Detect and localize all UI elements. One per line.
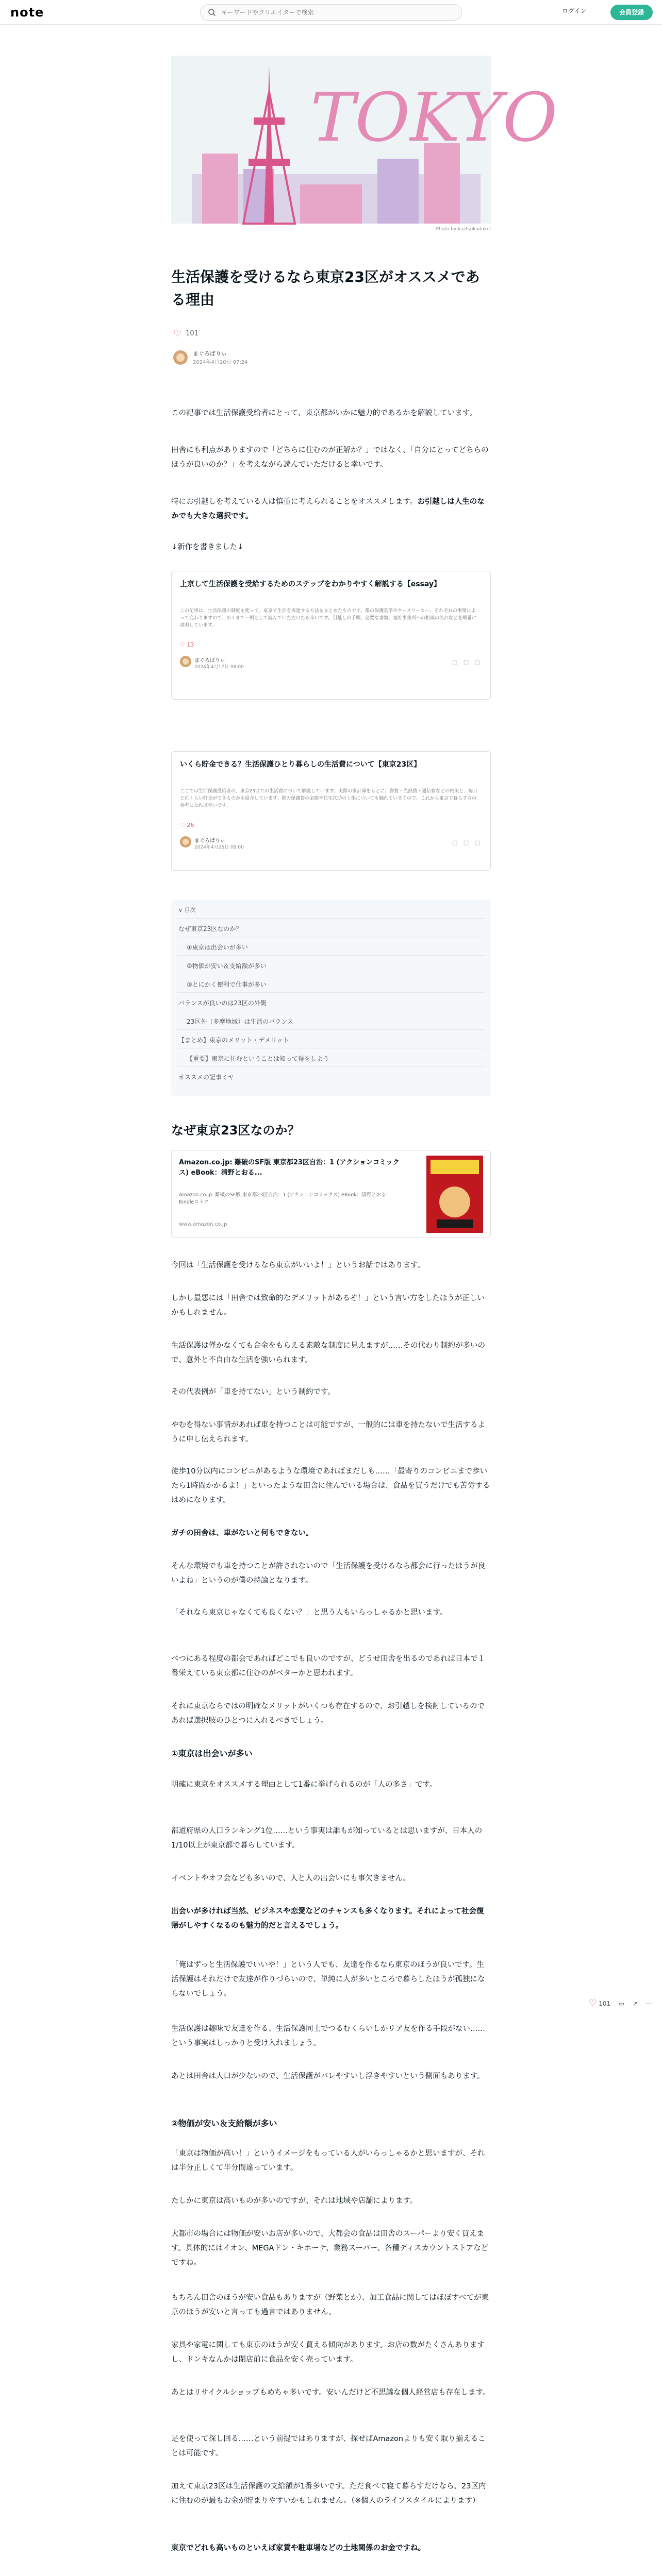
toc-item[interactable]: 【重要】東京に住むということは知って得をしよう: [187, 1055, 329, 1062]
body-paragraph: たしかに東京は高いものが多いのですが、それは地域や店舗によります。: [171, 2197, 418, 2205]
embed-card[interactable]: [171, 751, 491, 871]
book-cover-image: [426, 1156, 483, 1233]
section-heading: ①東京は出会いが多い: [171, 1749, 253, 1758]
body-paragraph: 明確に東京をオススメする理由として1番に挙げられるのが「人の多さ」です。: [171, 1781, 437, 1789]
card-date: 2024年4月17日 08:00: [194, 665, 244, 670]
body-paragraph: 今回は「生活保護を受けるなら東京がいいよ！」というお話ではあります。: [171, 1261, 425, 1269]
photo-credit: Photo by kaztsukadakel: [436, 227, 491, 232]
body-paragraph: 足を使って探し回る……という前提ではありますが、探せばAmazonよりも安く取り揃えることは可能です。: [171, 2435, 486, 2458]
search-box[interactable]: [200, 4, 462, 21]
embed-card[interactable]: [171, 571, 491, 700]
author-name[interactable]: まぐろばりぃ: [193, 350, 227, 357]
search-input[interactable]: [221, 5, 448, 20]
avatar[interactable]: [173, 350, 188, 365]
body-paragraph: やむを得ない事情があれば車を持つことは可能ですが、一般的には車を持たないで生活するように申し伝えられます。: [171, 1421, 485, 1444]
body-paragraph: 生活保護は僅かなくても合金をもらえる素敵な制度に見えますが……その代わり制約が多いので、意外と不自由な生活を強いられます。: [171, 1342, 485, 1364]
body-paragraph: あとは田舎は人口が少ないので、生活保護がバレやすいし浮きやすいという側面もあります。: [171, 2072, 485, 2080]
more-icon[interactable]: ⋯: [646, 2000, 652, 2007]
comment-icon[interactable]: ▭: [618, 2000, 625, 2007]
card-title: いくら貯金できる？生活保護ひとり暮らしの生活費について【東京23区】: [180, 760, 421, 769]
body-paragraph: イベントやオフ会なども多いので、人と人の出会いにも事欠きません。: [171, 1874, 411, 1883]
new-article-label: ↓新作を書きました↓: [171, 543, 244, 551]
body-paragraph: 大都市の場合には物価が安いお店が多いので、大都会の食品は田舎のスーパーより安く買えます。具体的にはイオン、MEGAドン・キホーテ、業務スーパー、各種ディスカウントストアなどですね。: [171, 2230, 489, 2267]
body-paragraph: しかし最悪には「田舎では致命的なデメリットがあるぞ！」という言い方をしたほうが正しいかもしれません。: [171, 1294, 485, 1317]
body-paragraph: 「俺はずっと生活保護でいいや！」という人でも、友達を作るなら東京のほうが良いです。生活保護はそれだけで友達が作りづらいので、単純に人が多いところで暮らしたほうが孤独にならないでしょう。: [171, 1961, 485, 1998]
article-title: 生活保護を受けるなら東京23区がオススメである理由: [171, 268, 480, 308]
card-action-icons[interactable]: □ □ □: [452, 659, 482, 666]
body-paragraph: 加えて東京23区は生活保護の支給額が1番多いです。ただ食べて寝て暮らすだけなら、23区内に住むのが最もお金が貯まりやすいかもしれません。（※個人のライフスタイルによります）: [171, 2482, 486, 2505]
body-paragraph: そんな環境でも車を持つことが許されないので「生活保護を受けるなら都会に行ったほうが良いよね」というのが僕の持論となります。: [171, 1562, 485, 1585]
toc-item[interactable]: なぜ東京23区なのか？: [178, 925, 242, 933]
site-header: [0, 0, 662, 25]
body-paragraph: その代表例が「車を持てない」という制約です。: [171, 1388, 335, 1396]
search-icon: [208, 8, 216, 16]
publish-date: 2024年4月10日 07:24: [193, 360, 248, 365]
body-paragraph: あとはリサイクルショップもめちゃ多いです。安いんだけど不思議な個人経営店も存在します。: [171, 2388, 490, 2397]
divider: [177, 1029, 485, 1030]
amazon-url: www.amazon.co.jp: [179, 1222, 227, 1227]
heart-icon: ♡: [173, 328, 182, 339]
intro-paragraph: 特にお引越しを考えている人は慎重に考えられることをオススメします。お引越しは人生のなかでも大きな選択です。: [171, 498, 485, 520]
like-count: 101: [186, 330, 198, 337]
divider: [177, 1066, 485, 1067]
divider: [177, 992, 485, 993]
card-like-count: ♡ 26: [180, 822, 194, 828]
card-author-name: まぐろばりぃ: [194, 838, 225, 844]
login-link[interactable]: ログイン: [562, 7, 587, 14]
body-paragraph: ガチの田舎は、車がないと何もできない。: [171, 1529, 313, 1537]
toc-label: ∨ 目次: [178, 907, 196, 913]
section-heading: ②物価が安い＆支給額が多い: [171, 2119, 277, 2128]
like-button[interactable]: [173, 328, 198, 339]
toc-item[interactable]: ①東京は出会いが多い: [187, 944, 248, 951]
tokyo-sign-text: TOKYO: [310, 78, 558, 157]
toc-item[interactable]: オススメの記事ミヤ: [178, 1074, 234, 1081]
body-paragraph: 家具や家電に関しても東京のほうが安く買える傾向があります。お店の数がたくさんありますし、ドンキなんかは閉店前に食品を安く売っています。: [171, 2341, 485, 2364]
signup-button[interactable]: 会員登録: [610, 5, 653, 20]
body-paragraph: それに東京ならではの明確なメリットがいくつも存在するので、お引越しを検討しているのであれば選択肢のひとつに入れるべきでしょう。: [171, 1702, 485, 1725]
table-of-contents: [171, 900, 491, 1096]
amazon-embed[interactable]: [171, 1150, 491, 1238]
card-action-icons[interactable]: □ □ □: [452, 839, 482, 846]
amazon-title: Amazon.co.jp: 難破のSF版 東京都23区自治：1 (アクションコミックス) eBook：清野とおる...: [179, 1159, 400, 1177]
divider: [177, 955, 485, 956]
section-heading: なぜ東京23区なのか？: [171, 1123, 300, 1138]
toc-item[interactable]: 23区外（多摩地域）は生活のバランス: [187, 1018, 293, 1025]
card-excerpt: この記事は、生活保護の制度を使って、東京で生活を再建する方法をまとめたものです。都の保護基準やケースワーカー、それぞれの事情によって変わりますので、あくまで一例として読んでいただけたら幸いです。引越しの手順、必要な書類、福祉事務所への相談の流れなどを順番に説明しています。: [180, 608, 477, 628]
heart-icon[interactable]: ♡: [589, 1998, 597, 2008]
body-paragraph: 都道府県の人口ランキング1位……という事実は誰もが知っているとは思いますが、日本人の1/10以上が東京都で暮らしています。: [171, 1827, 483, 1850]
body-paragraph: 出会いが多ければ当然、ビジネスや恋愛などのチャンスも多くなります。それによって社会復帰がしやすくなるのも魅力的だと言えるでしょう。: [171, 1907, 484, 1930]
card-like-count: ♡ 13: [180, 641, 194, 648]
intro-paragraph: この記事では生活保護受給者にとって、東京都がいかに魅力的であるかを解説しています。: [171, 409, 477, 417]
card-title: 上京して生活保護を受給するためのステップをわかりやすく解説する【essay】: [180, 580, 441, 588]
floating-actions: [589, 1998, 656, 2012]
body-paragraph: 生活保護は趣味で友達を作る、生活保護同士でつるむくらいしかリア友を作る手段がない……という事実はしっかりと受け入れましょう。: [171, 2025, 485, 2047]
card-excerpt: ここでは生活保護受給者の、東京23区での生活費について解説しています。実際の家計簿をもとに、食費・光熱費・通信費などの内訳と、毎月どれくらい貯金ができるのかを紹介しています。都の保護費の金額や住宅扶助の上限についても触れていますので、これから東京で暮らす方の参考になれば幸いです。: [180, 789, 478, 808]
body-paragraph: 徒歩10分以内にコンビニがあるような環境であればまだしも……「最寄りのコンビニまで歩いたら1時間かかるよ！」といったような田舎に住んでいる場合は、食品を買うだけでも苦労するはめになります。: [171, 1467, 490, 1504]
note-logo[interactable]: note: [10, 5, 44, 20]
body-paragraph: もちろん田舎のほうが安い食品もありますが（野菜とか）、加工食品に関してはほぼすべてが東京のほうが安いと言っても過言ではありません。: [171, 2294, 489, 2316]
hero-image: [171, 56, 558, 224]
body-paragraph: 「東京は物価が高い！」というイメージをもっている人がいらっしゃるかと思いますが、それは半分正しくて半分間違っています。: [171, 2149, 485, 2172]
body-paragraph: 東京でどれも高いものといえば家賃や駐車場などの土地関係のお金ですね。: [171, 2544, 425, 2552]
card-date: 2024年4月26日 08:00: [194, 845, 244, 850]
amazon-description: Amazon.co.jp: 難破のSF版 東京都23区自治：1 (アクションコミックス) eBook：清野とおる：Kindleストア: [179, 1192, 391, 1205]
card-author-name: まぐろばりぃ: [194, 658, 225, 664]
toc-item[interactable]: 【まとめ】東京のメリット・デメリット: [178, 1037, 289, 1044]
body-paragraph: べつにある程度の都会であればどこでも良いのですが、どうせ田舎を出るのであれば日本で１番栄えている東京都に住むのがベターかと思われます。: [171, 1655, 485, 1677]
toc-item[interactable]: ③とにかく便利で仕事が多い: [187, 981, 267, 988]
toc-item[interactable]: バランスが良いのは23区の外側: [178, 999, 267, 1007]
toc-item[interactable]: ②物価が安い＆支給額が多い: [187, 962, 267, 970]
intro-paragraph: 田舎にも利点がありますので「どちらに住むのが正解か？」ではなく、「自分にとってどちらのほうが良いのか？」を考えながら読んでいただけると幸いです。: [171, 446, 489, 469]
avatar: [180, 656, 191, 667]
body-paragraph: 「それなら東京じゃなくても良くない？」と思う人もいらっしゃるかと思います。: [171, 1608, 448, 1617]
floating-like-count: 101: [599, 2000, 610, 2007]
avatar: [180, 836, 191, 848]
share-icon[interactable]: ↗: [632, 2000, 638, 2007]
divider: [177, 918, 485, 919]
tokyo-tower-illustration: [171, 56, 558, 224]
